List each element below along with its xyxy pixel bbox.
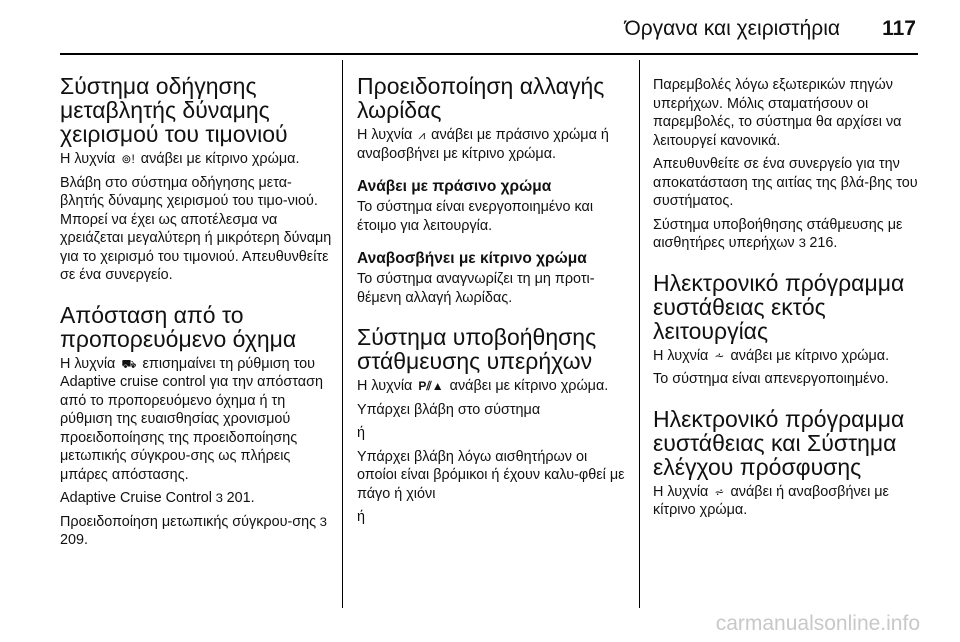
column-3 [653,60,925,525]
paragraph [653,483,925,520]
page-header-title: Όργανα και χειριστήρια [624,17,840,40]
esc-off-icon: ⩪ [714,348,725,363]
paragraph [357,377,629,396]
paragraph [653,216,925,253]
vehicle-distance-icon: ⛟ [121,356,137,371]
paragraph: Βλάβη στο σύστημα οδήγησης μετα-βλητής δύναμης χειρισμού του τιμο-νιού. Μπορεί να έχει ως αποτέλεσμα να χρειάζεται μεγαλύτερη ή μικρότερη δύναμη για το χειρισμό του τιμονιού. Απευθυνθείτε σε ένα συνεργείο. [60,174,332,283]
text: επισημαίνει τη ρύθμιση του Adaptive cruise control για την απόσταση από το προπορευόμενο όχημα ή τη ρύθμιση της ευαισθησίας χρονισμού προειδοποίησης της προειδοποίησης μετωπικής σύγκρου-σης ως πλήρεις μπάρες απόστασης. [60,355,323,483]
text: Η λυχνία [653,483,709,500]
watermark: carmanualsonline.info [715,612,920,635]
page-link[interactable]: 201. [226,490,255,506]
column-2 [357,60,629,532]
page-link[interactable]: 209. [60,532,89,548]
paragraph [357,126,629,163]
text: Η λυχνία [357,127,413,143]
subsection-title: Ανάβει με πράσινο χρώμα [357,178,552,195]
text: Adaptive Cruise Control [60,490,212,506]
paragraph: ή [357,425,366,441]
paragraph [60,150,335,169]
column-divider-1 [342,60,343,608]
text: ανάβει ή αναβοσβήνει με κίτρινο χρώμα. [653,483,889,518]
paragraph: Υπάρχει βλάβη στο σύστημα [357,401,541,418]
text: ανάβει με πράσινο χρώμα ή αναβοσβήνει με κίτρινο χρώμα. [357,127,609,162]
text: ανάβει με κίτρινο χρώμα. [730,347,890,364]
header-rule [60,53,918,55]
section-title-lane-change: Προειδοποίηση αλλαγής λωρίδας [357,73,605,123]
section-title-esc-off: Ηλεκτρονικό πρόγραμμα ευστάθειας εκτός λειτουργίας [653,269,905,344]
paragraph [60,489,335,508]
section-title-esc-traction: Ηλεκτρονικό πρόγραμμα ευστάθειας και Σύστημα ελέγχου πρόσφυσης [653,405,905,480]
text: ανάβει με κίτρινο χρώμα. [449,378,609,394]
paragraph: Παρεμβολές λόγω εξωτερικών πηγών υπερήχων. Μόλις σταματήσουν οι παρεμβολές, το σύστημα θα αρχίσει να λειτουργεί κανονικά. [653,77,902,149]
section-title-following-distance: Απόσταση από το προπορευόμενο όχημα [60,301,297,352]
column-divider-2 [639,60,640,608]
paragraph [653,347,925,366]
paragraph: Το σύστημα είναι ενεργοποιημένο και έτοιμο για λειτουργία. [357,199,594,234]
section-title-power-steering: Σύστημα οδήγησης μεταβλητής δύναμης χειρισμού του τιμονιού [60,73,288,147]
paragraph: ή [357,509,366,525]
lane-change-icon: ⩘ [418,128,426,142]
paragraph: Το σύστημα είναι απενεργοποιημένο. [653,371,889,387]
page-number: 117 [882,17,916,40]
text: Η λυχνία [60,355,116,372]
text: Σύστημα υποβοήθησης στάθμευσης με αισθητήρες υπερήχων [653,216,903,251]
text: Προειδοποίηση μετωπικής σύγκρου-σης [60,513,317,530]
esc-icon: ⩫ [714,484,725,499]
section-title-park-assist: Σύστημα υποβοήθησης στάθμευσης υπερήχων [357,324,597,374]
paragraph [60,513,335,550]
paragraph: Το σύστημα αναγνωρίζει τη μη προτι-θέμενη αλλαγή λωρίδας. [357,271,595,306]
paragraph: Απευθυνθείτε σε ένα συνεργείο για την αποκατάσταση της αιτίας της βλά-βης του συστήματος. [653,156,918,209]
steering-warning-icon: ⊚! [121,152,135,166]
page-link[interactable]: 216. [809,235,838,251]
page-reference-icon: 3 [319,514,328,529]
page-reference-icon: 3 [215,491,224,505]
park-assist-icon: P⫽▲ [418,379,444,393]
text: Η λυχνία [60,151,116,167]
text: Η λυχνία [357,378,413,394]
subsection-title: Αναβοσβήνει με κίτρινο χρώμα [357,250,587,267]
paragraph: Υπάρχει βλάβη λόγω αισθητήρων οι οποίοι είναι βρόμικοι ή έχουν καλυ-φθεί με πάγο ή χιόνι [357,448,625,502]
column-1 [60,60,335,555]
page-reference-icon: 3 [798,236,806,250]
text: ανάβει με κίτρινο χρώμα. [140,151,300,167]
text: Η λυχνία [653,347,709,364]
paragraph [60,355,335,485]
